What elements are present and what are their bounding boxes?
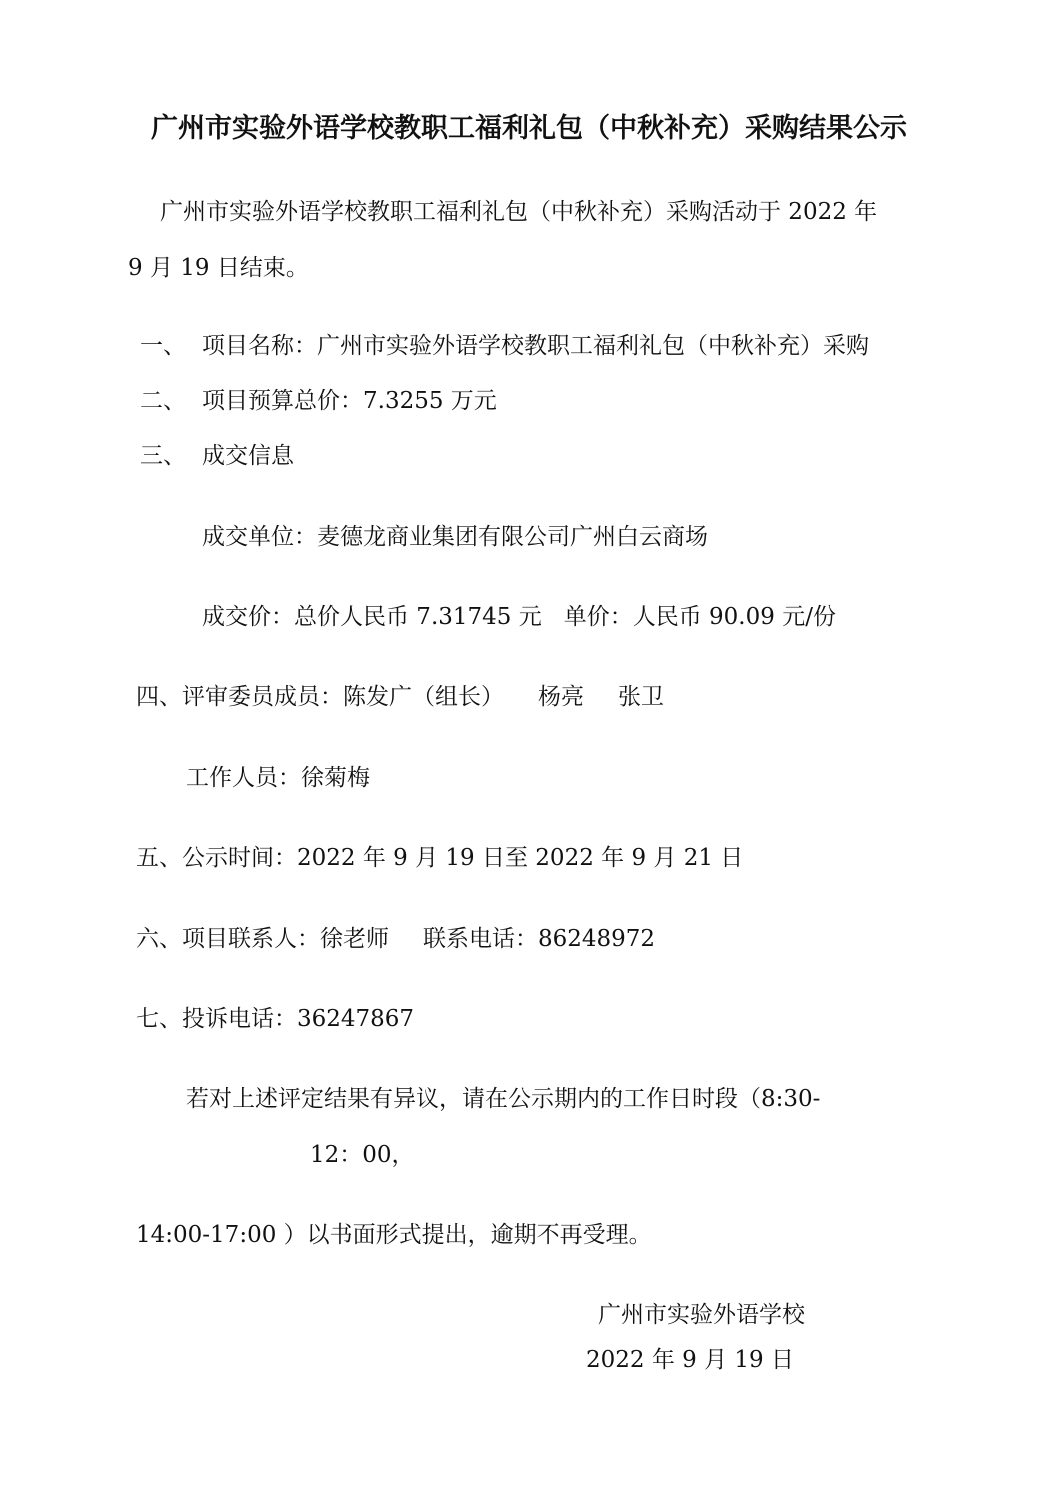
staff-member: 工作人员：徐菊梅 [186,765,370,791]
objection-line-2: 12：00， [310,1142,415,1168]
objection-line-1: 若对上述评定结果有异议，请在公示期内的工作日时段（8:30- [186,1086,821,1112]
section-6-contact [136,924,655,954]
contact-phone: 联系电话：86248972 [423,926,656,952]
section-1-number: 一、 [140,333,186,359]
section-5-publicity-period: 五、公示时间：2022 年 9 月 19 日至 2022 年 9 月 21 日 [136,845,744,871]
committee-member: 杨亮 [538,684,584,710]
deal-price-line [202,602,836,632]
intro-line-2: 9 月 19 日结束。 [128,255,309,281]
section-3-deal-info: 成交信息 [202,443,294,469]
section-1-project-name: 项目名称：广州市实验外语学校教职工福利礼包（中秋补充）采购 [202,333,869,359]
unit-price: 单价：人民币 90.09 元/份 [563,604,836,630]
section-7-complaint-phone: 七、投诉电话：36247867 [136,1006,415,1032]
intro-line-1: 广州市实验外语学校教职工福利礼包（中秋补充）采购活动于 2022 年 [160,199,878,225]
signature-organization: 广州市实验外语学校 [598,1302,805,1328]
section-3-number: 三、 [140,443,186,469]
signature-date: 2022 年 9 月 19 日 [586,1347,794,1373]
deal-unit: 成交单位：麦德龙商业集团有限公司广州白云商场 [202,524,708,550]
page-title: 广州市实验外语学校教职工福利礼包（中秋补充）采购结果公示 [151,113,907,144]
contact-person: 六、项目联系人：徐老师 [136,926,389,952]
section-2-number: 二、 [140,388,186,414]
section-2-budget: 项目预算总价：7.3255 万元 [202,388,497,414]
deal-price: 成交价：总价人民币 7.31745 元 [202,604,542,630]
section-4-committee [136,682,664,712]
committee-member: 张卫 [618,684,664,710]
objection-line-3: 14:00-17:00 ）以书面形式提出，逾期不再受理。 [136,1222,652,1248]
committee-leader: 四、评审委员成员：陈发广（组长） [136,684,504,710]
